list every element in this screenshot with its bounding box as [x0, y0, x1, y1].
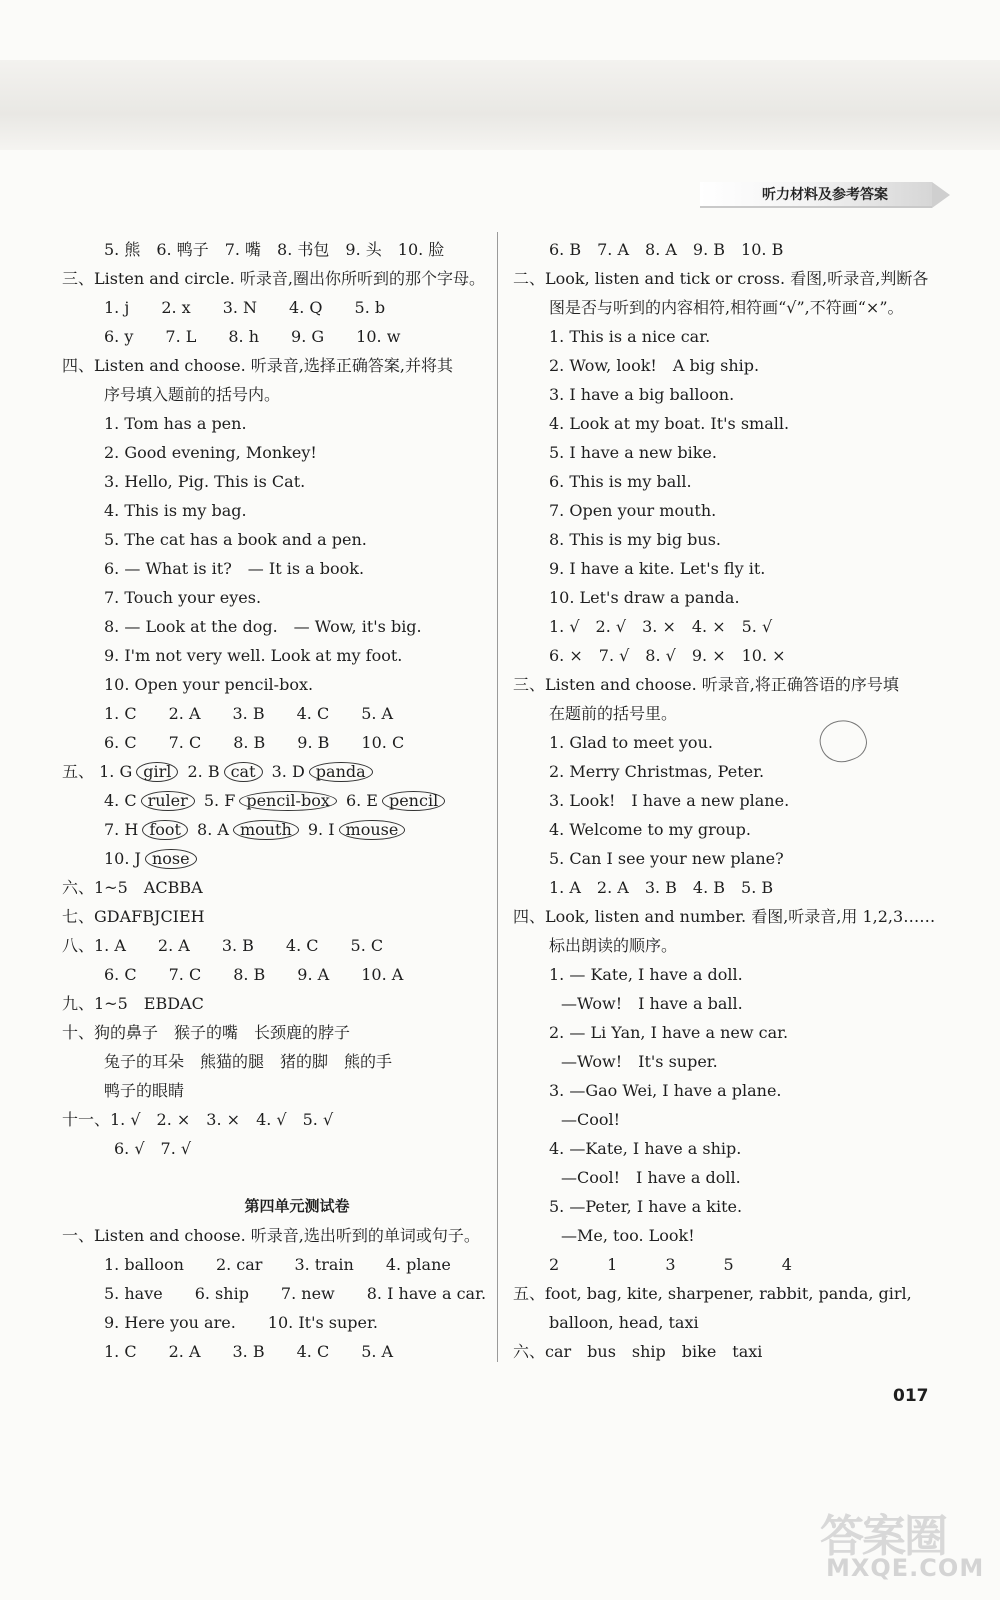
circled-word: panda	[309, 762, 373, 782]
answer-line: 六、car bus ship bike taxi	[513, 1342, 763, 1361]
answer-line: 6. C 7. C 8. B 9. A 10. A	[104, 965, 404, 984]
question-heading: 三、Listen and circle. 听录音,圈出你所听到的那个字母。	[62, 269, 485, 288]
transcript-line: 4. Look at my boat. It's small.	[549, 414, 790, 433]
transcript-line: 3. —Gao Wei, I have a plane.	[549, 1081, 782, 1100]
transcript-line: 8. This is my big bus.	[549, 530, 721, 549]
watermark-logo-text: 答案圈	[820, 1511, 946, 1562]
section-header-tab	[700, 178, 955, 212]
circled-word: girl	[136, 762, 178, 782]
transcript-line: 10. Open your pencil-box.	[104, 675, 314, 694]
answer-number: 5. F	[203, 791, 236, 810]
column-divider	[497, 232, 498, 1362]
answer-line: 6. B 7. A 8. A 9. B 10. B	[549, 240, 784, 259]
header-title: 听力材料及参考答案	[762, 187, 888, 203]
circled-word: mouth	[233, 820, 299, 840]
circled-word: pencil-box	[239, 791, 337, 811]
answer-line: 6. y 7. L 8. h 9. G 10. w	[104, 327, 401, 346]
transcript-line: 4. Welcome to my group.	[549, 820, 751, 839]
circled-word: mouse	[339, 820, 406, 840]
answer-line: 八、1. A 2. A 3. B 4. C 5. C	[62, 936, 384, 955]
answer-line: 6. √ 7. √	[114, 1139, 192, 1158]
transcript-line: 2. Merry Christmas, Peter.	[549, 762, 765, 781]
question-heading-cont: 标出朗读的顺序。	[549, 936, 678, 955]
answer-line: balloon, head, taxi	[549, 1313, 699, 1332]
transcript-line: —Me, too. Look!	[561, 1226, 695, 1245]
answer-line: 1. balloon 2. car 3. train 4. plane	[104, 1255, 451, 1274]
answer-line: 1. √ 2. √ 3. × 4. × 5. √	[549, 617, 773, 636]
transcript-line: 5. Can I see your new plane?	[549, 849, 784, 868]
question-heading: 二、Look, listen and tick or cross. 看图,听录音,判断各	[513, 269, 929, 288]
page-number: 017	[893, 1386, 929, 1406]
answer-number: 8. A	[197, 820, 229, 839]
transcript-line: —Cool!	[561, 1110, 621, 1129]
transcript-line: 7. Open your mouth.	[549, 501, 717, 520]
header-arrow-icon	[932, 182, 950, 208]
answer-line: 1. C 2. A 3. B 4. C 5. A	[104, 704, 394, 723]
transcript-line: 7. Touch your eyes.	[104, 588, 262, 607]
scan-top-shadow	[0, 60, 1000, 150]
circled-answers-row	[62, 815, 492, 844]
answer-number: 2. B	[187, 762, 220, 781]
transcript-line: 6. — What is it? — It is a book.	[104, 559, 365, 578]
transcript-line: 3. Look! I have a new plane.	[549, 791, 790, 810]
answer-line: 五、foot, bag, kite, sharpener, rabbit, panda, girl,	[513, 1284, 912, 1303]
circled-answers-row	[62, 757, 492, 786]
answer-number: 7. H	[104, 820, 139, 839]
answer-line: 2 1 3 5 4	[549, 1255, 792, 1274]
answer-line: 5. have 6. ship 7. new 8. I have a car.	[104, 1284, 487, 1303]
answer-line: 6. × 7. √ 8. √ 9. × 10. ×	[549, 646, 786, 665]
answer-line: 十一、1. √ 2. × 3. × 4. √ 5. √	[62, 1110, 334, 1129]
answer-line: 6. C 7. C 8. B 9. B 10. C	[104, 733, 405, 752]
transcript-line: 1. Tom has a pen.	[104, 414, 247, 433]
watermark-url: MXQE.COM	[826, 1554, 985, 1582]
circled-answers-row	[62, 786, 492, 815]
circled-word: cat	[224, 762, 263, 782]
answer-number: 3. D	[271, 762, 305, 781]
question-heading: 三、Listen and choose. 听录音,将正确答语的序号填	[513, 675, 899, 694]
transcript-line: 1. Glad to meet you.	[549, 733, 713, 752]
question-heading: 四、Look, listen and number. 看图,听录音,用 1,2,3……	[513, 907, 936, 926]
transcript-line: 4. This is my bag.	[104, 501, 247, 520]
circled-word: ruler	[141, 791, 195, 811]
transcript-line: 10. Let's draw a panda.	[549, 588, 740, 607]
transcript-line: —Wow! It's super.	[561, 1052, 718, 1071]
transcript-line: 1. — Kate, I have a doll.	[549, 965, 743, 984]
answer-number: 1. G	[99, 762, 133, 781]
transcript-line: —Cool! I have a doll.	[561, 1168, 741, 1187]
answer-line: 9. Here you are. 10. It's super.	[104, 1313, 378, 1332]
answer-number: 6. E	[345, 791, 378, 810]
transcript-line: 2. — Li Yan, I have a new car.	[549, 1023, 789, 1042]
transcript-line: 8. — Look at the dog. — Wow, it's big.	[104, 617, 422, 636]
answer-number: 9. I	[307, 820, 335, 839]
transcript-line: 5. —Peter, I have a kite.	[549, 1197, 743, 1216]
transcript-line: 3. Hello, Pig. This is Cat.	[104, 472, 306, 491]
answer-line: 1. C 2. A 3. B 4. C 5. A	[104, 1342, 394, 1361]
circled-answers-row	[62, 844, 492, 873]
transcript-line: 9. I have a kite. Let's fly it.	[549, 559, 766, 578]
circled-word: nose	[145, 849, 197, 869]
transcript-line: 5. I have a new bike.	[549, 443, 717, 462]
answer-number: 4. C	[104, 791, 137, 810]
watermark-logo	[820, 1500, 985, 1590]
transcript-line: 1. This is a nice car.	[549, 327, 711, 346]
answer-line: 1. A 2. A 3. B 4. B 5. B	[549, 878, 774, 897]
right-column	[513, 235, 953, 1366]
answer-line: 九、1~5 EBDAC	[62, 994, 204, 1013]
transcript-line: 6. This is my ball.	[549, 472, 692, 491]
section-number: 五、	[62, 762, 95, 781]
answer-line: 鸭子的眼睛	[104, 1081, 185, 1100]
transcript-line: —Wow! I have a ball.	[561, 994, 743, 1013]
transcript-line: 3. I have a big balloon.	[549, 385, 735, 404]
answer-number: 10. J	[104, 849, 141, 868]
question-heading: 一、Listen and choose. 听录音,选出听到的单词或句子。	[62, 1226, 480, 1245]
answer-line: 1. j 2. x 3. N 4. Q 5. b	[104, 298, 386, 317]
unit-test-title: 第四单元测试卷	[244, 1197, 350, 1215]
transcript-line: 2. Good evening, Monkey!	[104, 443, 317, 462]
answer-line: 5. 熊 6. 鸭子 7. 嘴 8. 书包 9. 头 10. 脸	[104, 240, 445, 259]
circled-word: pencil	[382, 791, 445, 811]
left-column	[62, 235, 492, 1366]
answer-line: 十、狗的鼻子 猴子的嘴 长颈鹿的脖子	[62, 1023, 351, 1042]
spacer	[62, 1163, 492, 1192]
question-heading: 四、Listen and choose. 听录音,选择正确答案,并将其	[62, 356, 453, 375]
question-heading-cont: 在题前的括号里。	[549, 704, 678, 723]
circled-word: foot	[142, 820, 188, 840]
transcript-line: 5. The cat has a book and a pen.	[104, 530, 367, 549]
transcript-line: 4. —Kate, I have a ship.	[549, 1139, 742, 1158]
answer-line: 兔子的耳朵 熊猫的腿 猪的脚 熊的手	[104, 1052, 393, 1071]
question-heading-cont: 序号填入题前的括号内。	[104, 385, 281, 404]
transcript-line: 9. I'm not very well. Look at my foot.	[104, 646, 403, 665]
answer-line: 六、1~5 ACBBA	[62, 878, 203, 897]
question-heading-cont: 图是否与听到的内容相符,相符画“√”,不符画“×”。	[549, 298, 904, 317]
answer-line: 七、GDAFBJCIEH	[62, 907, 205, 926]
transcript-line: 2. Wow, look! A big ship.	[549, 356, 760, 375]
